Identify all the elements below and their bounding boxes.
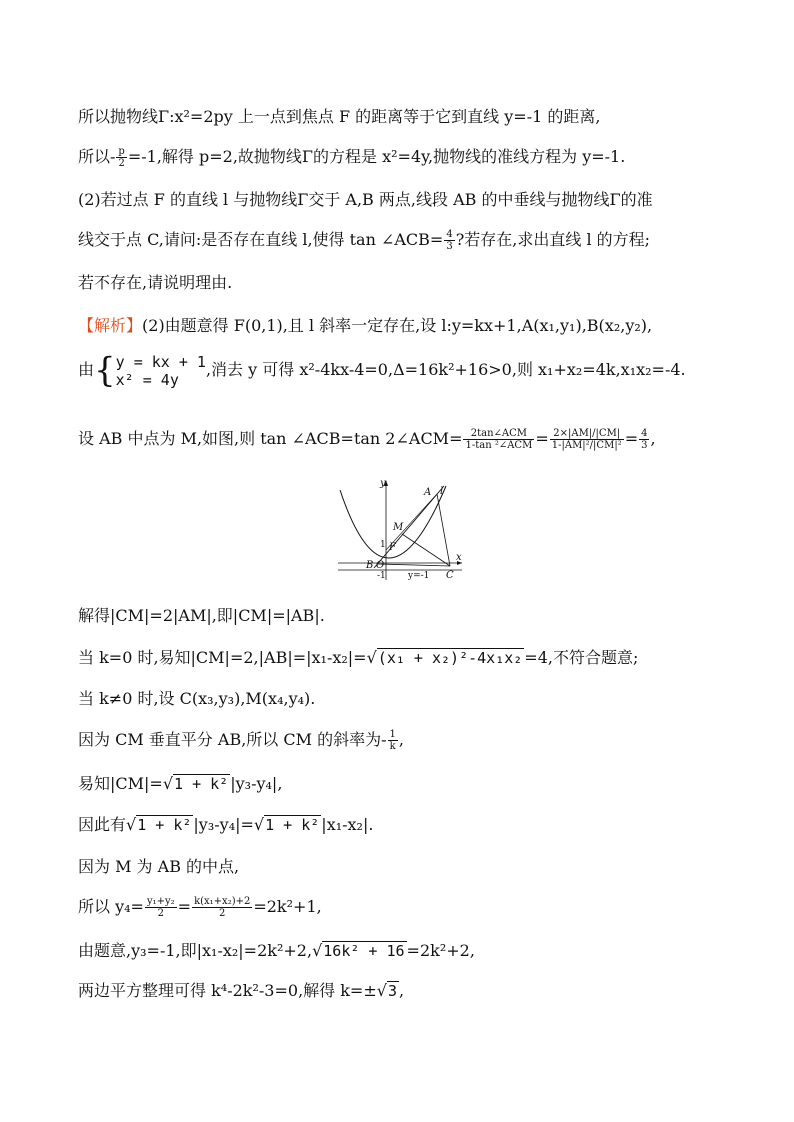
fraction-denominator: 3: [446, 241, 453, 252]
fraction-denominator: 3: [641, 440, 648, 451]
line-6-text: (2)由题意得 F(0,1),且 l 斜率一定存在,设 l:y=kx+1,A(x₁,y₁),B(x₂,y₂),: [142, 316, 653, 335]
label-x: x: [456, 552, 462, 563]
text-line-2: [78, 146, 754, 169]
line-4-text-b: ?若存在,求出直线 l 的方程;: [455, 230, 651, 249]
fraction-4-over-3: [444, 229, 454, 252]
line-7-prefix: 由: [78, 360, 95, 379]
sqrt-expression: √3: [376, 981, 397, 1000]
text-line-17: [78, 940, 754, 962]
label-m: M: [393, 522, 404, 533]
sqrt-radicand: 1 + k²: [174, 775, 229, 793]
line-18-text-b: ,: [398, 981, 405, 1000]
fraction-4-over-3-b: [639, 428, 649, 451]
label-b: B: [366, 560, 374, 571]
fraction-denominator: 2: [219, 908, 226, 919]
segment-cm: [402, 534, 450, 566]
equals-sign: =: [535, 429, 549, 448]
line-11-text: 当 k≠0 时,设 C(x₃,y₃),M(x₄,y₄).: [78, 689, 316, 708]
line-16-text-b: =2k²+1,: [253, 897, 322, 916]
line-14-text-c: |x₁-x₂|.: [321, 815, 374, 834]
segment-ca: [437, 494, 450, 566]
line-16-text-a: 所以 y₄=: [78, 897, 144, 916]
label-a: A: [424, 487, 432, 498]
line-12-text-a: 因为 CM 垂直平分 AB,所以 CM 的斜率为-: [78, 730, 387, 749]
line-8-text-a: 设 AB 中点为 M,如图,则 tan ∠ACB=tan 2∠ACM=: [78, 429, 463, 448]
line-4-text-a: 线交于点 C,请问:是否存在直线 l,使得 tan ∠ACB=: [78, 230, 444, 249]
sqrt-radicand: 16k² + 16: [323, 942, 405, 960]
fraction-denominator: 1-|AM|²/|CM|²: [551, 440, 622, 451]
line-3-text: (2)若过点 F 的直线 l 与抛物线Γ交于 A,B 两点,线段 AB 的中垂线与抛物线Γ的准: [78, 190, 653, 209]
line-15-text: 因为 M 为 AB 的中点,: [78, 857, 240, 876]
fraction-numerator: 4: [641, 428, 648, 439]
equation-system: [116, 353, 206, 389]
sqrt-radicand: 1 + k²: [265, 816, 320, 834]
label-c: C: [446, 570, 454, 581]
fraction-ratio: [550, 428, 624, 451]
fraction-p-over-2: [116, 146, 126, 169]
fraction-y-sum: [145, 896, 177, 919]
text-line-11: [78, 688, 754, 710]
text-line-10: [78, 645, 754, 671]
fraction-numerator: k(x₁+x₂)+2: [194, 896, 251, 907]
system-eq-1: y = kx + 1: [115, 352, 206, 371]
fraction-numerator: 2×|AM|/|CM|: [550, 428, 624, 440]
line-13-text-a: 易知|CM|=: [78, 774, 163, 793]
fraction-double-angle: [463, 428, 534, 451]
line-17-text-a: 由题意,y₃=-1,即|x₁-x₂|=2k²+2,: [78, 941, 313, 960]
fraction-denominator: 1-tan ²∠ACM: [465, 440, 533, 451]
label-l: l: [440, 486, 444, 497]
text-line-6: [78, 315, 754, 337]
fraction-numerator: 1: [389, 729, 396, 740]
label-f: F: [389, 542, 396, 553]
sqrt-radicand: 1 + k²: [137, 816, 192, 834]
label-directrix: y=-1: [408, 571, 430, 581]
text-line-3: [78, 189, 754, 211]
text-line-14: [78, 814, 754, 836]
line-2-text-b: =-1,解得 p=2,故抛物线Γ的方程是 x²=4y,抛物线的准线方程为 y=-1.: [127, 147, 626, 166]
fraction-numerator: p: [118, 146, 125, 157]
text-line-12: [78, 727, 754, 753]
sqrt-expression: √1 + k²: [162, 774, 229, 793]
line-5-text: 若不存在,请说明理由.: [78, 273, 233, 292]
line-18-text-a: 两边平方整理可得 k⁴-2k²-3=0,解得 k=±: [78, 981, 377, 1000]
line-14-text-b: |y₃-y₄|=: [193, 815, 254, 834]
sqrt-expression: √(x₁ + x₂)²-4x₁x₂: [366, 648, 523, 667]
analysis-tag: 【解析】: [78, 316, 143, 335]
text-line-4: [78, 229, 754, 252]
fraction-k-sum: [192, 896, 252, 919]
parabola-diagram: [336, 478, 466, 583]
equals-sign: =: [177, 897, 192, 916]
line-9-text: 解得|CM|=2|AM|,即|CM|=|AB|.: [78, 606, 325, 625]
line-8-text-b: ,: [650, 429, 656, 448]
line-14-text-a: 因此有: [78, 815, 127, 834]
label-1: 1: [380, 540, 386, 550]
sqrt-radicand: (x₁ + x₂)²-4x₁x₂: [377, 649, 523, 667]
line-1-text: 所以抛物线Γ:x²=2py 上一点到焦点 F 的距离等于它到直线 y=-1 的距离,: [78, 107, 601, 126]
line-7-text: ,消去 y 可得 x²-4kx-4=0,Δ=16k²+16>0,则 x₁+x₂=4k,x₁x₂=-4.: [205, 360, 686, 379]
text-line-7: [78, 350, 754, 391]
text-line-15: [78, 856, 754, 878]
segment-cb: [378, 564, 450, 566]
line-2-text-a: 所以-: [78, 147, 116, 166]
line-10-text-b: =4,不符合题意;: [524, 648, 639, 667]
line-13-text-b: |y₃-y₄|,: [230, 774, 283, 793]
label-o: O: [376, 560, 385, 571]
fraction-numerator: 4: [446, 229, 453, 240]
fraction-denominator: k: [389, 741, 396, 752]
equals-sign-2: =: [624, 429, 639, 448]
text-line-1: [78, 106, 754, 128]
system-eq-2: x² = 4y: [115, 370, 179, 389]
text-line-5: [78, 272, 754, 294]
fraction-numerator: 2tan∠ACM: [463, 428, 534, 440]
line-17-text-b: =2k²+2,: [406, 941, 475, 960]
text-line-13: [78, 773, 754, 795]
line-12-text-b: ,: [398, 730, 404, 749]
sqrt-expression-1: √1 + k²: [126, 815, 192, 834]
label-neg1: -1: [377, 571, 386, 581]
sqrt-expression-2: √1 + k²: [253, 815, 320, 834]
line-10-text-a: 当 k=0 时,易知|CM|=2,|AB|=|x₁-x₂|=: [78, 648, 367, 667]
sqrt-expression: √16k² + 16: [312, 941, 405, 960]
system-brace: {: [94, 350, 116, 391]
text-line-16: [78, 893, 754, 921]
sqrt-radicand: 3: [387, 982, 397, 1000]
fraction-1-over-k: [388, 729, 398, 752]
label-y: y: [380, 478, 386, 489]
fraction-denominator: 2: [157, 908, 164, 919]
line-l: [374, 486, 444, 568]
text-line-8: [78, 422, 754, 456]
fraction-numerator: y₁+y₂: [146, 896, 175, 907]
fraction-denominator: 2: [118, 158, 125, 169]
text-line-9: [78, 605, 754, 627]
text-line-18: [78, 980, 754, 1002]
